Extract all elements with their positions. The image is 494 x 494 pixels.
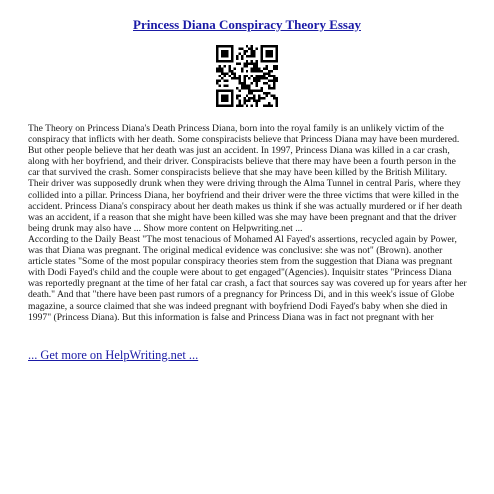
document-title[interactable]: Princess Diana Conspiracy Theory Essay xyxy=(133,17,361,32)
qr-code-icon xyxy=(216,45,278,107)
essay-body: The Theory on Princess Diana's Death Princess Diana, born into the royal family is an unlikely victim of the conspiracy that inflicts with her death. Some conspiracists believe that Princess Diana may have been murdered. But other people believe that her death was just an accident. In 1997, Princess Diana was killed in a car crash, along with her boyfriend, and their driver. Conspiracists believe that there may have been a fourth person in the car that survived the crash. Somer conspiracists believe that she may have been killed by the British Military. Their driver was supposedly drunk when they were driving through the Alma Tunnel in central Paris, where they collided into a pillar. Princess Diana, her boyfriend and their driver were the three victims that were killed in the accident. Princess Diana's conspiracy about her death makes us think if she was actually murdered or if her death was an accident, if a reason that she might have been killed was she may have been pregnant and that the driver being drunk may also have ... Show more content on Helpwriting.net ... According to the Daily Beast "The most tenacious of Mohamed Al Fayed's assertions, recycled again by Power, was that Diana was pregnant. The original medical evidence was conclusive: she was not" (Brown). another article states "Some of the most popular conspiracy theories stem from the suggestion that Diana was pregnant with Dodi Fayed's child and the couple were about to get engaged"(Agencies). Inquisitr states "Princess Diana was reportedly pregnant at the time of her fatal car crash, a fact that sources say was covered up for years after her death." And that "there have been past rumors of a pregnancy for Princess Di, and in this week's issue of Globe magazine, a source claimed that she was indeed pregnant with boyfriend Dodi Fayed's baby when she died in 1997" (Princess Diana). But this information is false and Princess Diana was in fact not pregnant with her xyxy=(28,123,467,323)
get-more-link[interactable]: ... Get more on HelpWriting.net ... xyxy=(28,348,199,362)
